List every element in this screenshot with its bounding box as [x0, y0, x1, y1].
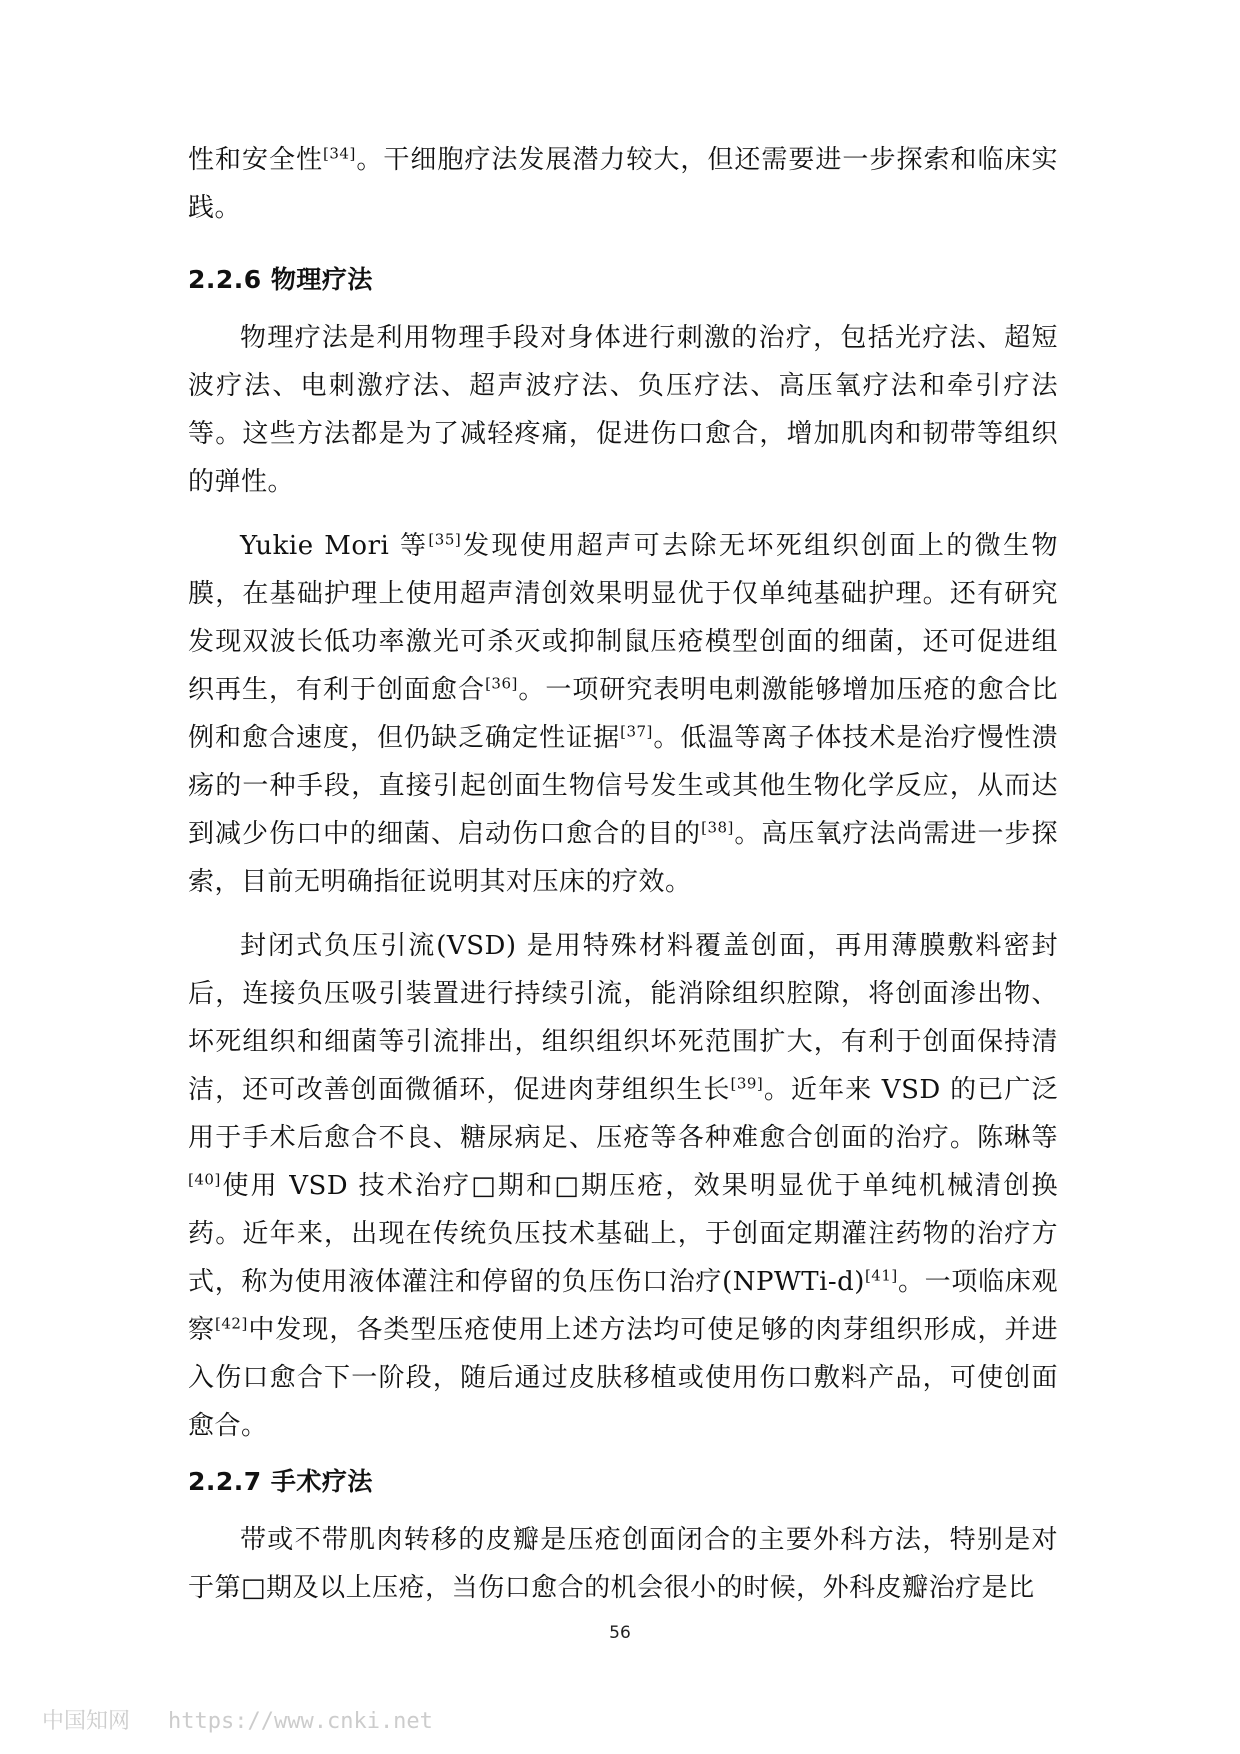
- paragraph-text: 使用 VSD 技术治疗□期和□期压疮，效果明显优于单纯机械清创换药。近年来，出现在传统负压技术基础上，于创面定期灌注药物的治疗方式，称为使用液体灌注和停留的负压伤口治疗(NPWTi-d): [188, 1171, 1058, 1297]
- paragraph-text: 。低温等离子体技术是治疗慢性溃疡的一种手段，直接引起创面生物信号发生或其他生物化学反应，从而达到减少伤口中的细菌、启动伤口愈合的目的: [188, 723, 1058, 849]
- paragraph-text: 封闭式负压引流(VSD) 是用特殊材料覆盖创面，再用薄膜敷料密封后，连接负压吸引装置进行持续引流，能消除组织腔隙，将创面渗出物、坏死组织和细菌等引流排出，组织组织坏死范围扩大，有利于创面保持清洁，还可改善创面微循环，促进肉芽组织生长: [188, 931, 1058, 1105]
- paragraph-physical-therapy-studies: [188, 522, 1058, 906]
- citation-ref: [40]: [188, 1170, 221, 1189]
- citation-ref: [35]: [428, 530, 462, 549]
- spacer: [188, 906, 1058, 922]
- page-number: 56: [609, 1623, 631, 1643]
- citation-ref: [36]: [485, 674, 518, 693]
- citation-ref: [42]: [215, 1314, 248, 1333]
- paragraph-text: 中发现，各类型压疮使用上述方法均可使足够的肉芽组织形成，并进入伤口愈合下一阶段，随后通过皮肤移植或使用伤口敷料产品，可使创面愈合。: [188, 1315, 1058, 1441]
- paragraph-text: 。一项临床观察: [188, 1267, 1058, 1345]
- paragraph-physical-therapy-intro: 物理疗法是利用物理手段对身体进行刺激的治疗，包括光疗法、超短波疗法、电刺激疗法、超声波疗法、负压疗法、高压氧疗法和牵引疗法等。这些方法都是为了减轻疼痛，促进伤口愈合，增加肌肉和韧带等组织的弹性。: [188, 323, 1058, 497]
- paragraph-text: 。高压氧疗法尚需进一步探索，目前无明确指征说明其对压床的疗效。: [188, 819, 1058, 897]
- section-heading-2-2-7: 2.2.7 手术疗法: [188, 1467, 373, 1496]
- citation-ref: [37]: [620, 722, 653, 741]
- citation-ref: [38]: [701, 818, 734, 837]
- paragraph-text: 。干细胞疗法发展潜力较大，但还需要进一步探索和临床实践。: [188, 145, 1058, 223]
- citation-ref: [41]: [864, 1266, 898, 1285]
- spacer: [188, 232, 1058, 248]
- spacer: [188, 506, 1058, 522]
- paragraph-text: 。一项研究表明电刺激能够增加压疮的愈合比例和愈合速度，但仍缺乏确定性证据: [188, 675, 1058, 753]
- paragraph-surgical-therapy: 带或不带肌肉转移的皮瓣是压疮创面闭合的主要外科方法，特别是对于第□期及以上压疮，当伤口愈合的机会很小的时候，外科皮瓣治疗是比: [188, 1525, 1058, 1603]
- paragraph-text: 。近年来 VSD 的已广泛用于手术后愈合不良、糖尿病足、压疮等各种难愈合创面的治疗。陈琳等: [188, 1075, 1058, 1153]
- paragraph-text: 发现使用超声可去除无坏死组织创面上的微生物膜，在基础护理上使用超声清创效果明显优于仅单纯基础护理。还有研究发现双波长低功率激光可杀灭或抑制鼠压疮模型创面的细菌，还可促进组织再生，有利于创面愈合: [188, 531, 1058, 705]
- page-body: [188, 136, 1058, 1612]
- paragraph-text: 性和安全性: [188, 145, 324, 175]
- citation-ref: [39]: [730, 1074, 764, 1093]
- watermark: [42, 1704, 433, 1735]
- watermark-brand: 中国知网: [42, 1709, 131, 1734]
- section-heading-2-2-6: 2.2.6 物理疗法: [188, 265, 373, 294]
- citation-ref: [34]: [323, 144, 356, 163]
- paragraph-text: Yukie Mori 等: [240, 531, 429, 561]
- paragraph-vsd: [188, 922, 1058, 1450]
- paragraph-stem-cell-conclusion: [188, 136, 1058, 232]
- watermark-url: https://www.cnki.net: [168, 1709, 433, 1734]
